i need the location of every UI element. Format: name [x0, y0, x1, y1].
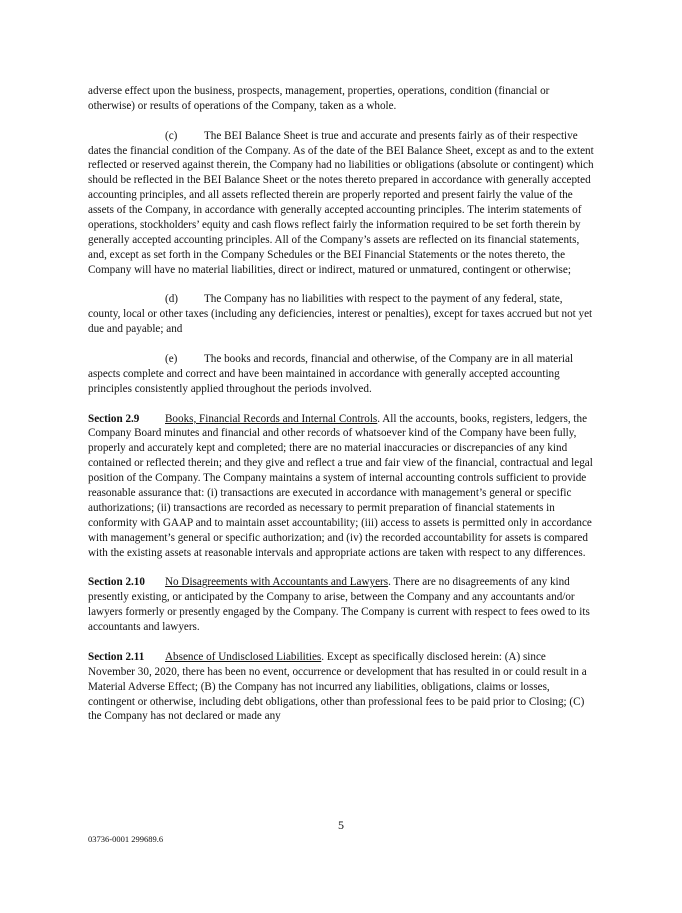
subsection-c — [88, 129, 594, 278]
subsection-d — [88, 292, 594, 337]
section-title: No Disagreements with Accountants and Lawyers — [165, 576, 389, 589]
section-text: . All the accounts, books, registers, ledgers, the Company Board minutes and financial and other records of whatsoever kind of the Company have been fully, properly and accurately kept and completed; there are no material inaccuracies or discrepancies of any kind contained or reflected therein; and they give and reflect a true and fair view of the financial, contractual and legal position of the Company. The Company maintains a system of internal accounting controls sufficient to provide reasonable assurance that: (i) transactions are executed in accordance with management’s general or specific authorizations; (ii) transactions are recorded as necessary to permit preparation of financial statements in conformity with GAAP and to maintain asset accountability; (iii) access to assets is permitted only in accordance with management’s general or specific authorization; and (iv) the recorded accountability for assets is compared with the existing assets at reasonable intervals and appropriate actions are taken with respect to any differences. — [88, 412, 593, 559]
section-text: . There are no disagreements of any kind presently existing, or anticipated by the Company to arise, between the Company and any accountants and/or lawyers formerly or presently engaged by the Company. The Company is current with respect to fees owed to its accountants and lawyers. — [88, 576, 590, 634]
document-id: 03736-0001 299689.6 — [88, 834, 164, 844]
section-2-11 — [88, 650, 594, 725]
page-number: 5 — [338, 818, 344, 832]
section-number: Section 2.11 — [88, 650, 145, 663]
section-number: Section 2.9 — [88, 412, 140, 425]
section-number: Section 2.10 — [88, 576, 145, 589]
subsection-text: The books and records, financial and otherwise, of the Company are in all material aspects complete and correct and have been maintained in accordance with generally accepted accounting principles consistently applied throughout the periods involved. — [88, 352, 574, 395]
section-title: Books, Financial Records and Internal Controls — [165, 412, 378, 425]
section-2-9 — [88, 412, 594, 561]
subsection-marker: (d) — [165, 293, 178, 306]
section-text: . Except as specifically disclosed herein: (A) since November 30, 2020, there has been no event, occurrence or development that has resulted in or could result in a Material Adverse Effect; (B) the Company has not incurred any liabilities, obligations, claims or losses, contingent or otherwise, including debt obligations, other than professional fees to be paid prior to Closing; (C) the Company has not declared or made any — [88, 650, 587, 723]
subsection-text: The BEI Balance Sheet is true and accurate and presents fairly as of their respective dates the financial condition of the Company. As of the date of the BEI Balance Sheet, except as and to the extent reflected or reserved against therein, the Company had no liabilities or obligations (absolute or contingent) which should be reflected in the BEI Balance Sheet or the notes thereto prepared in accordance with generally accepted accounting principles, and all assets reflected therein are properly reported and present fairly the value of the assets of the Company, in accordance with generally accepted accounting principles. The interim statements of operations, stockholders’ equity and cash flows reflect fairly the information required to be set forth therein by generally accepted accounting principles. All of the Company’s assets are reflected on its financial statements, and, except as set forth in the Company Schedules or the BEI Financial Statements or the notes thereto, the Company will have no material liabilities, direct or indirect, matured or unmatured, contingent or otherwise; — [88, 129, 594, 276]
document-page — [88, 84, 594, 739]
subsection-marker: (e) — [165, 352, 178, 365]
subsection-e — [88, 352, 594, 397]
section-title: Absence of Undisclosed Liabilities — [165, 650, 322, 663]
section-2-10 — [88, 575, 594, 635]
continuation-paragraph: adverse effect upon the business, prospects, management, properties, operations, condition (financial or otherwise) or results of operations of the Company, taken as a whole. — [88, 85, 550, 112]
subsection-text: The Company has no liabilities with respect to the payment of any federal, state, county, local or other taxes (including any deficiencies, interest or penalties), except for taxes accrued but not yet due and payable; and — [88, 293, 593, 336]
subsection-marker: (c) — [165, 129, 178, 142]
